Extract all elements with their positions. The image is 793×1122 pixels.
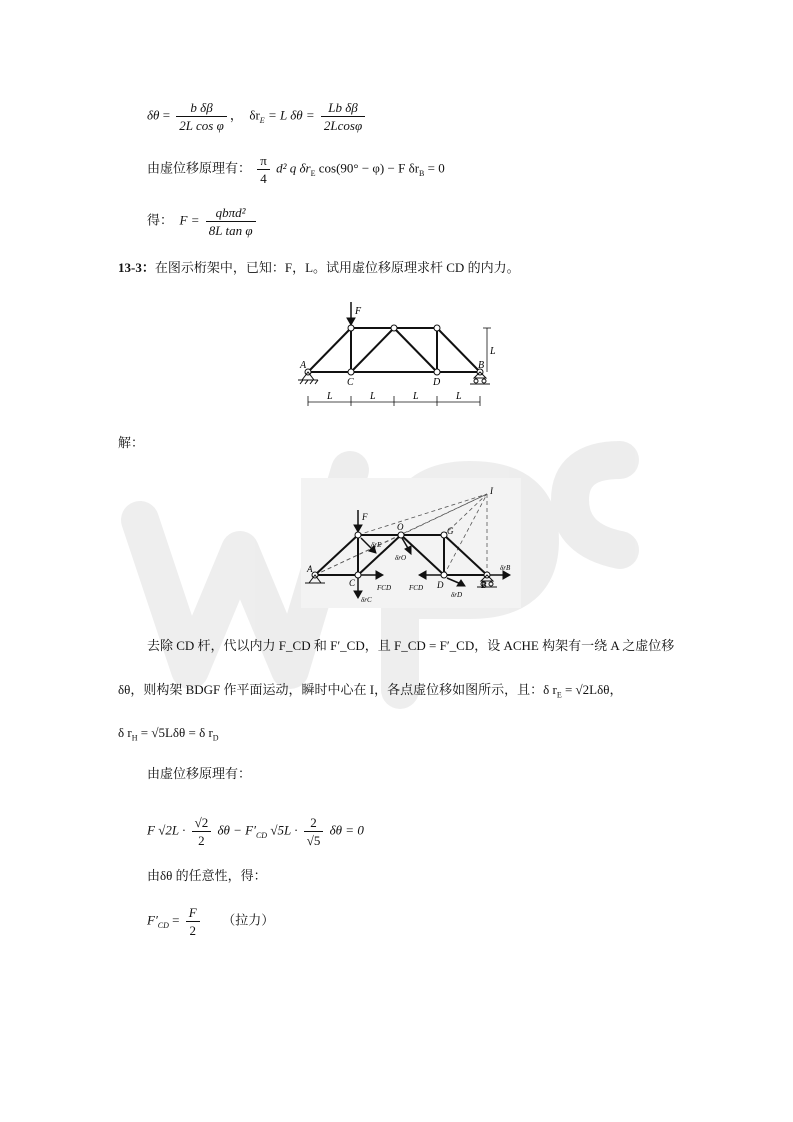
eq2-prefix: 由虚位移原理有：: [147, 160, 252, 176]
fig1-label-b: B: [478, 360, 485, 371]
dim-label-4: L: [456, 391, 462, 402]
fig1-label-f: F: [355, 306, 362, 317]
problem-number: 13-3：: [118, 260, 155, 275]
eq4-a: F √2L ·: [147, 822, 186, 838]
dim-label-2: L: [370, 391, 376, 402]
eq4-num2: 2: [304, 815, 324, 832]
fig2-label-g: G: [447, 526, 454, 536]
para1-line3b: = √5Lδθ = δ r: [140, 725, 213, 740]
fig1-height-label: L: [490, 346, 496, 357]
eq2-tail: cos(90° − φ) − F δr: [318, 160, 420, 176]
para1-line2a: δθ，则构架 BDGF 作平面运动，瞬时中心在 I，各点虚位移如图所示，且：δ r: [118, 682, 557, 697]
para1-line3-sub: H: [131, 733, 138, 743]
solution-label: 解：: [118, 435, 145, 450]
dim-label-1: L: [327, 391, 333, 402]
fig2-label-fcd-prime: FCD: [409, 584, 423, 592]
eq1-mid: = L δθ =: [267, 107, 315, 123]
eq3-den: 8L tan φ: [208, 223, 253, 238]
eq5-num: F: [186, 905, 200, 922]
eq1-num1: b δβ: [176, 100, 227, 117]
equation-5: [147, 905, 274, 938]
solution-paragraph-3: 由δθ 的任意性，得：: [147, 868, 267, 883]
eq1-lhs2-sub: E: [259, 116, 265, 126]
eq5-eq: =: [172, 912, 180, 928]
eq4-b: δθ − F′: [217, 822, 256, 838]
force-f-arrow: [347, 302, 355, 325]
equation-2: [147, 153, 445, 186]
solution-paragraph-line-2: [118, 680, 622, 706]
eq1-den1: 2L cos φ: [179, 118, 224, 133]
eq4-e: δθ = 0: [329, 822, 364, 838]
eq3-num: qbπd²: [206, 205, 256, 222]
eq2-frac-num: π: [257, 153, 270, 170]
eq2-rhs: = 0: [427, 160, 445, 176]
eq5-lhs-sub: CD: [157, 921, 169, 931]
eq3-fraction: [206, 205, 256, 238]
fig2-label-fcd: FCD: [377, 584, 391, 592]
fig2-label-dre: δrE: [371, 541, 382, 549]
fig2-label-drc: δrC: [361, 596, 372, 604]
equation-3: [147, 205, 259, 238]
eq4-den1: 2: [198, 833, 205, 848]
fig2-label-a: A: [307, 564, 313, 574]
para1-line2-sub: E: [556, 690, 562, 700]
fig1-label-c: C: [347, 377, 354, 388]
para1-line3a: δ r: [118, 725, 132, 740]
eq4-fraction-2: [304, 815, 324, 848]
eq1-lhs: δθ: [147, 107, 160, 123]
eq4-num1: √2: [192, 815, 212, 832]
solution-paragraph-line-1: 去除 CD 杆，代以内力 F_CD 和 F′_CD，且 F_CD = F′_CD，设 ACHE 构架有一绕 A 之虚位移: [147, 638, 675, 653]
eq4-b-sub: CD: [255, 831, 268, 841]
eq3-lhs: F =: [179, 212, 200, 228]
eq1-sep: ，: [229, 107, 243, 123]
eq4-fraction-1: [192, 815, 212, 848]
fig2-label-d: D: [437, 580, 444, 590]
problem-statement: [118, 258, 520, 278]
fig2-label-o: O: [397, 522, 404, 532]
truss-joints: [305, 325, 483, 375]
virtual-displacement-figure: [301, 478, 521, 608]
eq2-tail-sub: B: [419, 169, 425, 179]
fig2-label-c: C: [349, 578, 356, 588]
solution-paragraph-2: 由虚位移原理有：: [147, 766, 252, 781]
fig2-label-i: I: [490, 486, 493, 496]
eq3-prefix: 得：: [147, 212, 174, 228]
truss-members: [308, 328, 480, 372]
equation-1: δθ = $\frac{\text{b δβ}}{\text{2L cos φ}}$ ， $\delta r_E = L$ δθ = $\frac{\text{Lb δβ}}{2Lcos\varphi}$: [147, 100, 368, 133]
eq4-den2: √5: [306, 833, 321, 848]
fig2-label-drb: δrB: [500, 564, 511, 572]
fig2-label-b: B: [481, 580, 487, 590]
para1-line2b: = √2Lδθ，: [564, 682, 623, 697]
fig1-label-d: D: [433, 377, 441, 388]
eq5-lhs: F′: [147, 912, 158, 928]
eq5-fraction: [186, 905, 200, 938]
fig2-label-dro: δrO: [395, 554, 407, 562]
eq2-fraction: [257, 153, 270, 186]
solution-paragraph-line-3: [118, 723, 219, 749]
eq2-frac-den: 4: [260, 171, 267, 186]
truss-figure: [290, 300, 500, 410]
span-dimensions: [308, 396, 480, 406]
fig1-label-a: A: [300, 360, 307, 371]
para1-line3-sub2: D: [212, 733, 219, 743]
eq5-den: 2: [189, 923, 196, 938]
eq1-fraction-2: [321, 100, 365, 133]
eq5-note: （拉力）: [222, 912, 275, 928]
eq1-lhs2: δr: [249, 107, 260, 123]
equation-4: [147, 815, 364, 848]
eq1-fraction-1: [176, 100, 227, 133]
problem-text: 在图示桁架中，已知：F，L。试用虚位移原理求杆 CD 的内力。: [154, 260, 520, 275]
dim-label-3: L: [413, 391, 419, 402]
fig2-label-f: F: [362, 512, 368, 522]
eq4-c: √5L ·: [270, 822, 298, 838]
eq2-body: d² q δr: [276, 160, 311, 176]
fig2-label-drd: δrD: [451, 591, 463, 599]
eq1-num2: Lb δβ: [321, 100, 365, 117]
eq1-den2: 2Lcosφ: [323, 118, 363, 133]
eq2-body-sub: E: [310, 169, 316, 179]
